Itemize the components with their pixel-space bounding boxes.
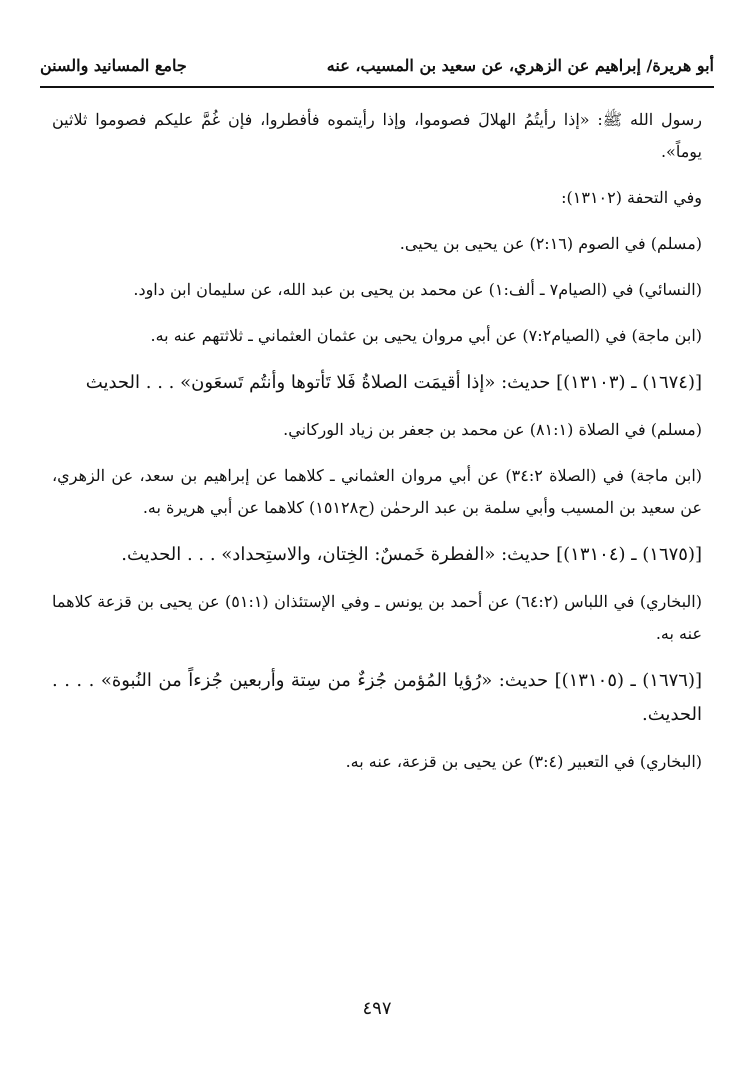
- hadith-1674-heading: [(١٦٧٤) ـ (١٣١٠٣)] حديث: «إذا أقيمَت الصلاةُ فَلا تَأتوها وأنتُم تَسعَون» . . . الحديث: [85, 372, 702, 393]
- paragraph-bukhari-libas: (البخاري) في اللباس (٦٤:٢) عن أحمد بن يونس ـ وفي الإستئذان (٥١:١) عن يحيى بن قزعة كلاهما عنه به.: [52, 592, 702, 643]
- paragraph-ibn-majah-source: (ابن ماجة) في (الصيام٧:٢) عن أبي مروان يحيى بن عثمان العثماني ـ ثلاثتهم عنه به.: [150, 326, 702, 345]
- book-title: جامع المسانيد والسنن: [40, 56, 187, 75]
- hadith-1675-heading: [(١٦٧٥) ـ (١٣١٠٤)] حديث: «الفطرة خَمسٌ: الخِتان، والاستِحداد» . . . الحديث.: [121, 544, 702, 565]
- page-header: [40, 50, 714, 88]
- paragraph-tuhfa-reference: وفي التحفة (١٣١٠٢):: [561, 188, 702, 207]
- page-number: ٤٩٧: [362, 998, 392, 1019]
- paragraph-nasai-source: (النسائي) في (الصيام٧ ـ ألف:١) عن محمد بن يحيى بن عبد الله، عن سليمان ابن داود.: [133, 280, 702, 299]
- paragraph-ibn-majah-salat: (ابن ماجة) في (الصلاة ٣٤:٢) عن أبي مروان العثماني ـ كلاهما عن إبراهيم بن سعد، عن الزهري، عن سعيد بن المسيب وأبي سلمة بن عبد الرحمٰن (ح١٥١٢٨) كلاهما عن أبي هريرة به.: [52, 466, 702, 517]
- paragraph-muslim-salat: (مسلم) في الصلاة (٨١:١) عن محمد بن جعفر بن زياد الوركاني.: [283, 420, 702, 439]
- main-text: [52, 104, 702, 792]
- running-title: أبو هريرة/ إبراهيم عن الزهري، عن سعيد بن المسيب، عنه: [326, 56, 714, 75]
- paragraph-bukhari-tabir: (البخاري) في التعبير (٣:٤) عن يحيى بن قزعة، عنه به.: [345, 752, 702, 771]
- hadith-1676-heading: [(١٦٧٦) ـ (١٣١٠٥)] حديث: «رُؤيا المُؤمن جُزءٌ من سِتة وأربعين جُزءاً من النُبوة» . . . . الحديث.: [52, 670, 702, 725]
- paragraph-muslim-source: (مسلم) في الصوم (٢:١٦) عن يحيى بن يحيى.: [399, 234, 702, 253]
- paragraph-hadith-text: رسول الله ﷺ: «إذا رأيتُمُ الهلالَ فصوموا، وإذا رأيتموه فأفطروا، فإن غُمَّ عليكم فصوموا ثلاثين يوماً».: [52, 110, 702, 161]
